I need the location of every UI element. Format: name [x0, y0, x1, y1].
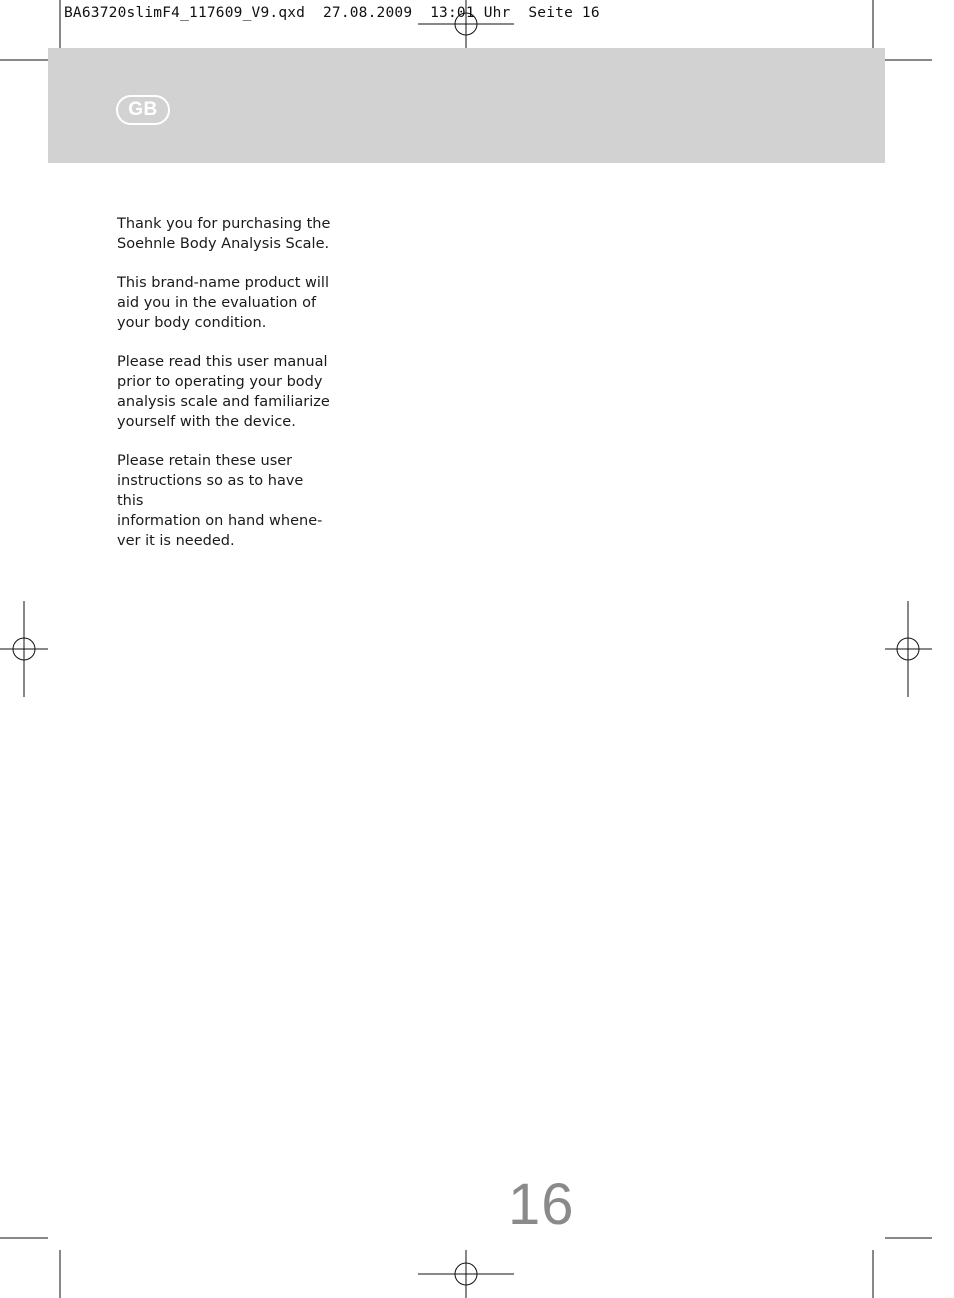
registration-mark-right	[885, 601, 932, 697]
header-band	[48, 48, 885, 163]
paragraph-read-manual: Please read this user manual prior to operating your body analysis scale and familiarize yourself with the device.	[117, 354, 330, 430]
paragraph-thanks: Thank you for purchasing the Soehnle Body Analysis Scale.	[117, 216, 331, 252]
intro-text	[117, 214, 332, 570]
paragraph-retain: Please retain these user instructions so as to have this information on hand whene- ver it is needed.	[117, 453, 323, 549]
paragraph-product: This brand-name product will aid you in the evaluation of your body condition.	[117, 275, 329, 331]
language-badge: GB	[116, 95, 170, 125]
print-slug-line: BA63720slimF4_117609_V9.qxd 27.08.2009 13:01 Uhr Seite 16	[64, 5, 600, 21]
registration-mark-bottom	[418, 1250, 514, 1298]
page-number: 16	[508, 1172, 575, 1237]
registration-mark-left	[0, 601, 48, 697]
